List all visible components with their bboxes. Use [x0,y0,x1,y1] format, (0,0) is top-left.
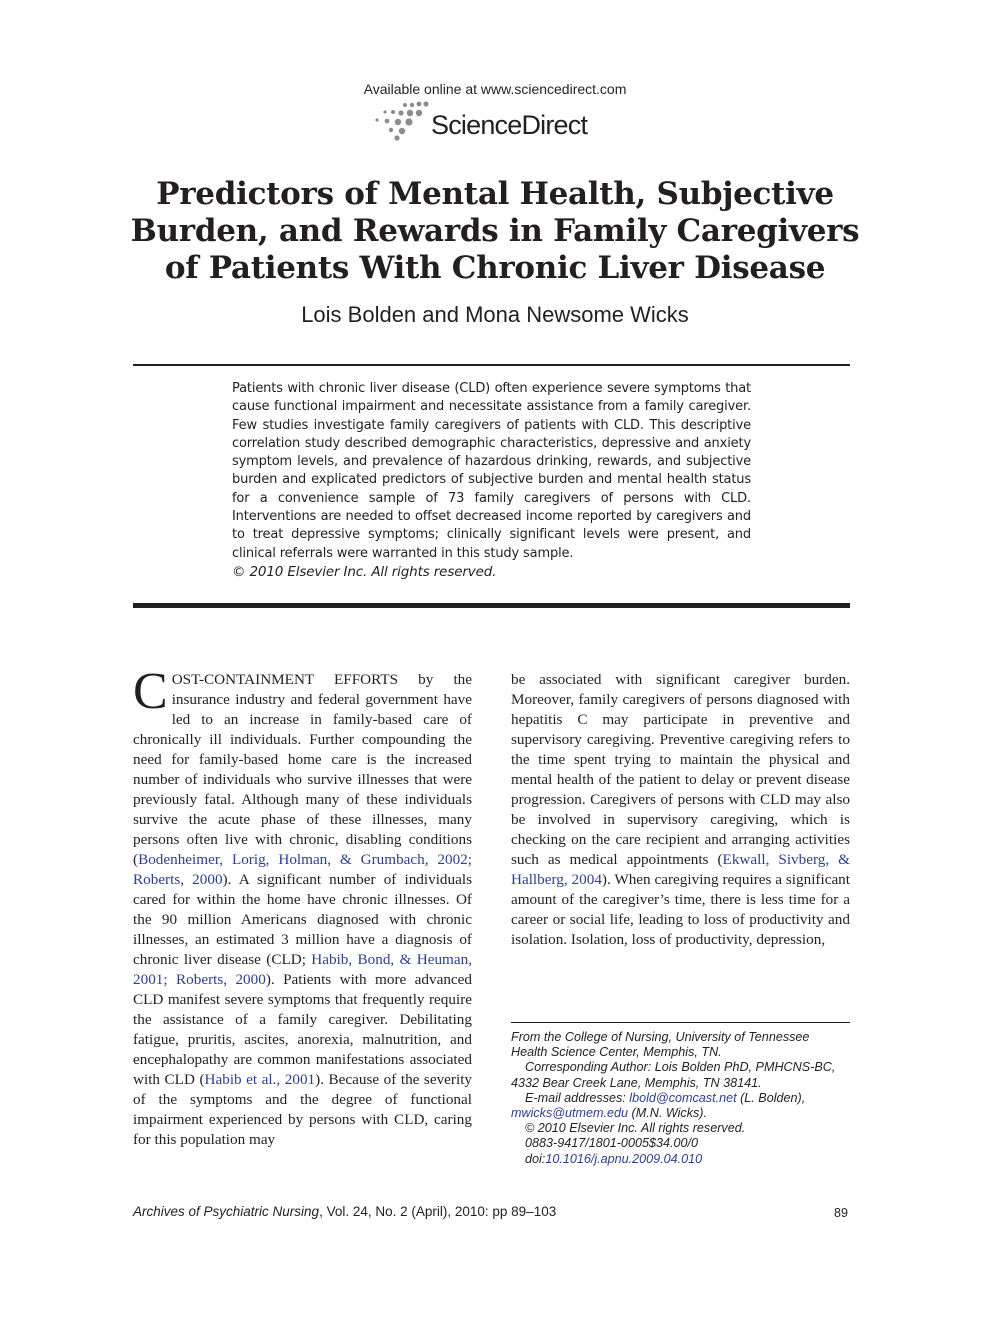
citation-link[interactable]: Habib, Bond, & Heuman, 2001; Roberts, 2000 [133,951,472,988]
email-line [511,1091,856,1106]
journal-citation [133,1204,556,1219]
body-text: ). Because of the severity of the symptoms and the degree of functional impairment experienced by persons with CLD, caring for this population may [133,1071,473,1148]
title-line-2: Burden, and Rewards in Family Caregivers [130,213,860,249]
corresponding-author-line: 4332 Bear Creek Lane, Memphis, TN 38141. [511,1075,762,1090]
body-column-left [133,663,473,1150]
email-link-wicks[interactable]: mwicks@utmem.edu [511,1106,629,1121]
available-online-text: Available online at www.sciencedirect.com [363,81,627,97]
issn-line: 0883-9417/1801-0005$34.00/0 [525,1136,698,1151]
citation-link[interactable]: Ekwall, Sivberg, & Hallberg, 2004 [511,851,850,888]
affiliation-line: Health Science Center, Memphis, TN. [511,1045,722,1060]
email-suffix: (L. Bolden), [736,1090,806,1105]
page-number: 89 [834,1206,848,1220]
body-text: ). A significant number of individuals cared for within the home have chronic illnesses. Of the 90 million Americans diagnosed with chronic illnesses, an estimated 3 million have a diagnosis of chronic liver disease (CLD; [133,871,472,968]
authors: Lois Bolden and Mona Newsome Wicks [301,302,689,327]
doi-link[interactable]: 10.1016/j.apnu.2009.04.010 [545,1151,703,1166]
citation-link[interactable]: Bodenheimer, Lorig, Holman, & Grumbach, 2002; Roberts, 2000 [133,851,472,888]
body-text: ). When caregiving requires a significant amount of the caregiver’s time, there is less time for a career or social life, leading to loss of productivity and isolation. Isolation, loss of productivity, depression, [511,871,850,948]
email-label: E-mail addresses: [525,1090,630,1105]
email-link-bolden[interactable]: lbold@comcast.net [629,1090,737,1105]
footnotes [511,1030,856,1167]
email-suffix: (M.N. Wicks). [628,1106,707,1121]
top-divider [133,364,850,366]
footnote-copyright: © 2010 Elsevier Inc. All rights reserved. [525,1121,746,1136]
corresponding-author-line: Corresponding Author: Lois Bolden PhD, PMHCNS-BC, [525,1060,836,1075]
email-line [511,1106,856,1121]
article-title [95,176,895,287]
journal-name: Archives of Psychiatric Nursing [133,1204,320,1219]
drop-cap: C [133,663,168,720]
sciencedirect-brand: ScienceDirect [431,110,588,140]
abstract-text: Patients with chronic liver disease (CLD) often experience severe symptoms that cause functional impairment and necessitate assistance from a family caregiver. Few studies investigate family caregivers of patients with CLD. This descriptive correlation study described demographic characteristics, depressive and anxiety symptom levels, and prevalence of hazardous drinking, rewards, and subjective burden and explicated predictors of subjective burden and mental health status for a convenience sample of 73 family caregivers of persons with CLD. Interventions are needed to offset decreased income reported by caregivers and to treat depressive symptoms; clinically significant levels were present, and clinical referrals were warranted in this study sample. [232,381,751,561]
title-line-3: of Patients With Chronic Liver Disease [164,250,826,286]
abstract-copyright: © 2010 Elsevier Inc. All rights reserved. [232,563,497,580]
body-text: be associated with significant caregiver burden. Moreover, family caregivers of persons diagnosed with hepatitis C may participate in preventive and supervisory caregiving. Preventive caregiving refers to the time spent trying to maintain the physical and mental health of the patient to delay or prevent disease progression. Caregivers of persons with CLD may also be involved in supervisory caregiving, which is checking on the care recipient and arranging activities such as medical appointments ( [511,671,850,868]
body-text: ). Patients with more advanced CLD manifest severe symptoms that frequently require the assistance of a family caregiver. Debilitating fatigue, pruritis, ascites, anorexia, malnutrition, and encephalopathy are common manifestations associated with CLD ( [133,971,472,1088]
body-text: OST-CONTAINMENT EFFORTS by the insurance industry and federal government have led to an increase in family-based care of chronically ill individuals. Further compounding the need for family-based home care is the increased number of individuals who survive illnesses that were previously fatal. Although many of these individuals survive the acute phase of these illnesses, many persons often live with chronic, disabling conditions ( [133,671,472,868]
body-column-right [511,670,850,950]
bottom-divider [133,603,850,608]
abstract [232,380,751,581]
doi-line [511,1152,856,1167]
doi-label: doi: [525,1151,546,1166]
affiliation-line: From the College of Nursing, University of Tennessee [511,1030,810,1044]
journal-details: , Vol. 24, No. 2 (April), 2010: pp 89–103 [319,1204,557,1219]
title-line-1: Predictors of Mental Health, Subjective [156,176,834,212]
citation-link[interactable]: Habib et al., 2001 [204,1071,316,1088]
sciencedirect-dots-icon [373,100,433,142]
footnote-divider [511,1022,850,1023]
sciencedirect-logo[interactable] [373,100,613,144]
